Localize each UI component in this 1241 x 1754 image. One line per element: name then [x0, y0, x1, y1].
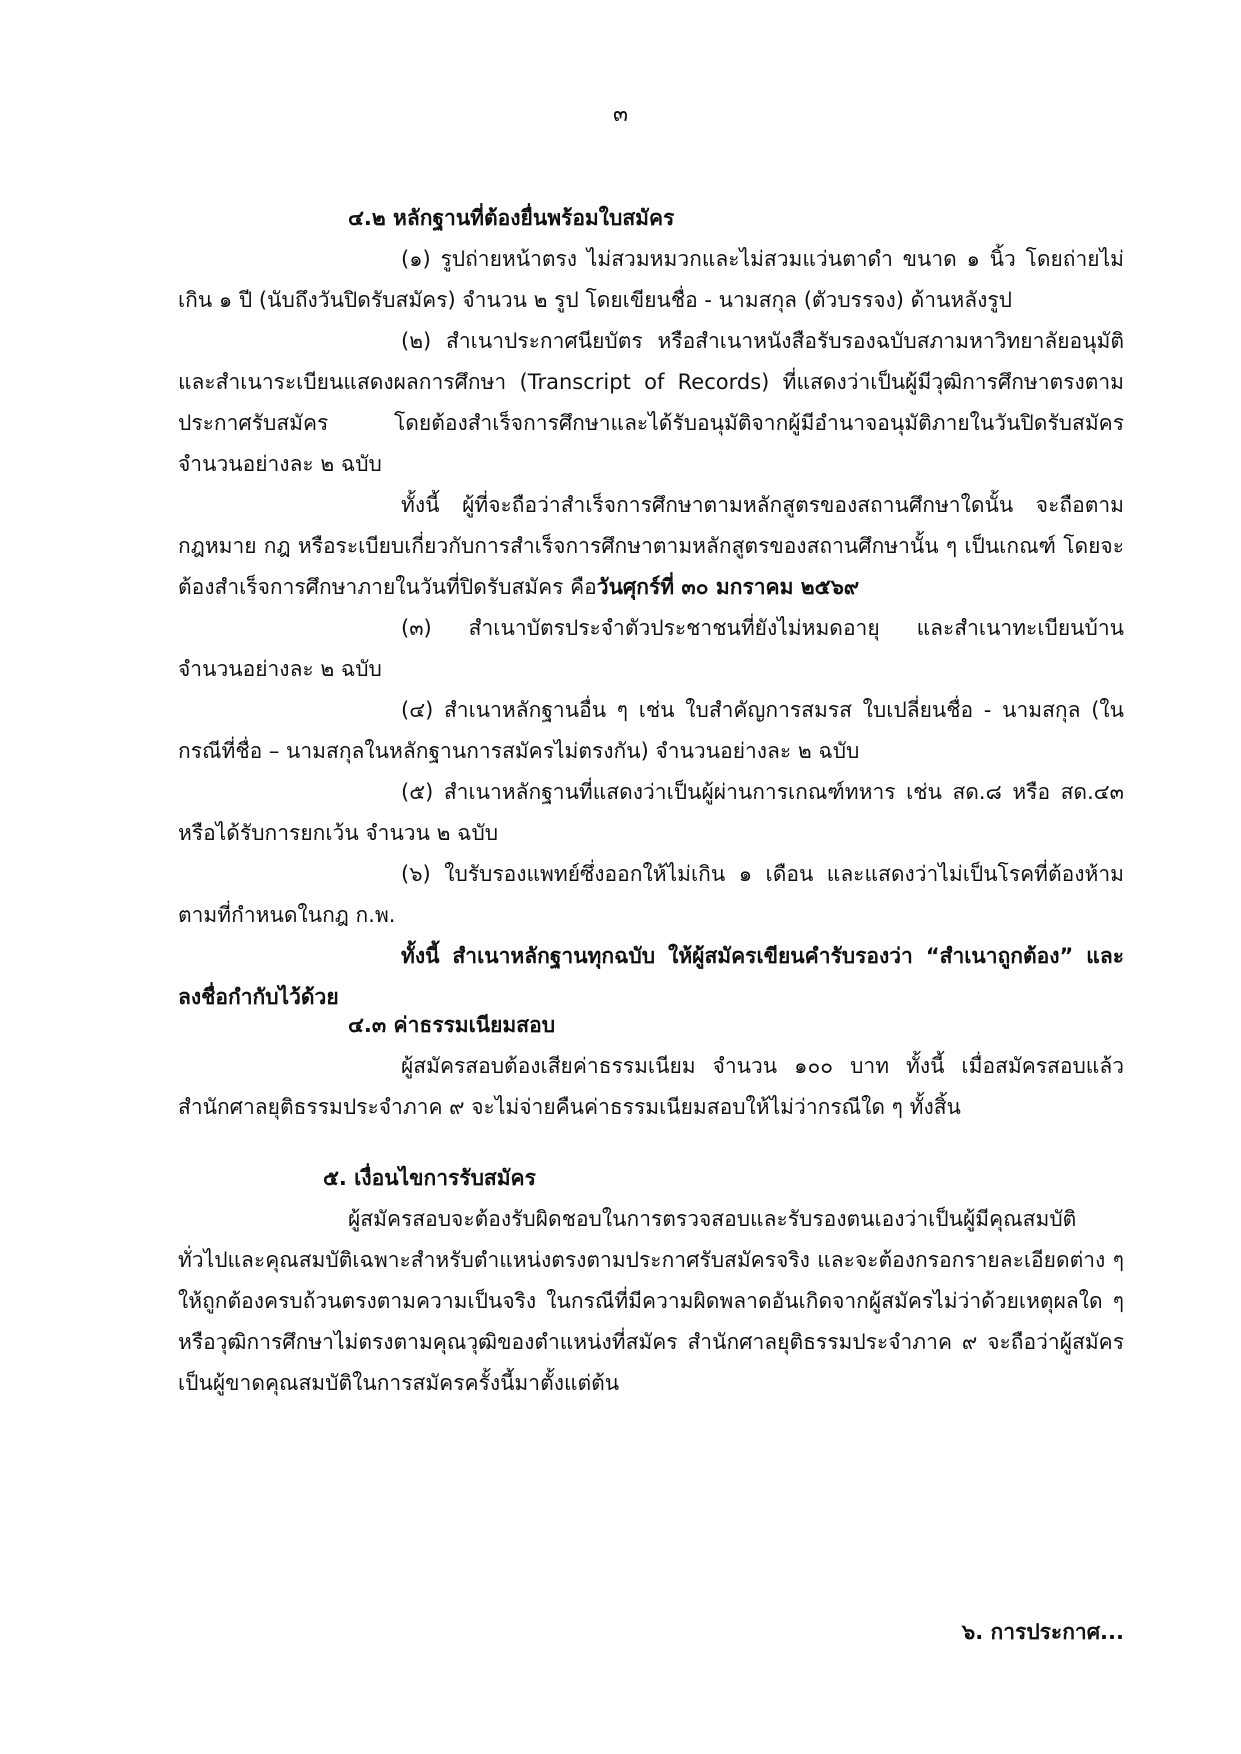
fee-paragraph: ผู้สมัครสอบต้องเสียค่าธรรมเนียม จำนวน ๑๐๐ บาท ทั้งนี้ เมื่อสมัครสอบแล้ว สำนักศาลยุติธรรมประจำภาค ๙ จะไม่จ่ายคืนค่าธรรมเนียมสอบให้ไม่ว่ากรณีใด ๆ ทั้งสิ้น — [178, 1054, 1124, 1119]
doc-item-3: (๓) สำเนาบัตรประจำตัวประชาชนที่ยังไม่หมดอายุ และสำเนาทะเบียนบ้าน จำนวนอย่างละ ๒ ฉบับ — [178, 616, 1124, 681]
section-4-3-heading: ๔.๓ ค่าธรรมเนียมสอบ — [348, 1013, 556, 1037]
section-5 — [178, 1158, 1124, 1404]
certify-note: ทั้งนี้ สำเนาหลักฐานทุกฉบับ ให้ผู้สมัครเขียนคำรับรองว่า “สำเนาถูกต้อง” และลงชื่อกำกับไว้ด้วย — [178, 944, 1124, 1009]
next-page-continuation: ๖. การประกาศ... — [961, 1620, 1124, 1644]
graduation-note-text: ทั้งนี้ ผู้ที่จะถือว่าสำเร็จการศึกษาตามหลักสูตรของสถานศึกษาใดนั้น จะถือตามกฎหมาย กฎ หรือระเบียบเกี่ยวกับการสำเร็จการศึกษาตามหลักสูตรของสถานศึกษานั้น ๆ เป็นเกณฑ์ โดยจะต้องสำเร็จการศึกษาภายในวันที่ปิดรับสมัคร คือ — [178, 493, 1125, 599]
section-4-3 — [178, 1005, 1124, 1128]
section-4-2-heading: ๔.๒ หลักฐานที่ต้องยื่นพร้อมใบสมัคร — [348, 206, 675, 230]
conditions-paragraph: ผู้สมัครสอบจะต้องรับผิดชอบในการตรวจสอบและรับรองตนเองว่าเป็นผู้มีคุณสมบัติทั่วไปและคุณสมบัติเฉพาะสำหรับตำแหน่งตรงตามประกาศรับสมัครจริง และจะต้องกรอกรายละเอียดต่าง ๆ ให้ถูกต้องครบถ้วนตรงตามความเป็นจริง ในกรณีที่มีความผิดพลาดอันเกิดจากผู้สมัครไม่ว่าด้วยเหตุผลใด ๆ หรือวุฒิการศึกษาไม่ตรงตามคุณวุฒิของตำแหน่งที่สมัคร สำนักศาลยุติธรรมประจำภาค ๙ จะถือว่าผู้สมัครเป็นผู้ขาดคุณสมบัติในการสมัครครั้งนี้มาตั้งแต่ต้น — [178, 1207, 1124, 1395]
section-5-heading: ๕. เงื่อนไขการรับสมัคร — [323, 1166, 536, 1190]
doc-item-1: (๑) รูปถ่ายหน้าตรง ไม่สวมหมวกและไม่สวมแว่นตาดำ ขนาด ๑ นิ้ว โดยถ่ายไม่เกิน ๑ ปี (นับถึงวันปิดรับสมัคร) จำนวน ๒ รูป โดยเขียนชื่อ - นามสกุล (ตัวบรรจง) ด้านหลังรูป — [178, 247, 1124, 312]
doc-item-2: (๒) สำเนาประกาศนียบัตร หรือสำเนาหนังสือรับรองฉบับสภามหาวิทยาลัยอนุมัติ และสำเนาระเบียนแสดงผลการศึกษา (Transcript of Records) ที่แสดงว่าเป็นผู้มีวุฒิการศึกษาตรงตามประกาศรับสมัคร โดยต้องสำเร็จการศึกษาและได้รับอนุมัติจากผู้มีอำนาจอนุมัติภายในวันปิดรับสมัคร จำนวนอย่างละ ๒ ฉบับ — [178, 329, 1124, 476]
doc-item-6: (๖) ใบรับรองแพทย์ซึ่งออกให้ไม่เกิน ๑ เดือน และแสดงว่าไม่เป็นโรคที่ต้องห้าม ตามที่กำหนดในกฎ ก.พ. — [178, 862, 1124, 927]
doc-item-4: (๔) สำเนาหลักฐานอื่น ๆ เช่น ใบสำคัญการสมรส ใบเปลี่ยนชื่อ - นามสกุล (ในกรณีที่ชื่อ – นามสกุลในหลักฐานการสมัครไม่ตรงกัน) จำนวนอย่างละ ๒ ฉบับ — [178, 698, 1124, 763]
graduation-note — [178, 485, 1124, 608]
section-4-2 — [178, 198, 1124, 1018]
page-number: ๓ — [612, 102, 629, 127]
closing-date: วันศุกร์ที่ ๓๐ มกราคม ๒๕๖๙ — [596, 575, 860, 599]
doc-item-5: (๕) สำเนาหลักฐานที่แสดงว่าเป็นผู้ผ่านการเกณฑ์ทหาร เช่น สด.๘ หรือ สด.๔๓ หรือได้รับการยกเว้น จำนวน ๒ ฉบับ — [178, 780, 1124, 845]
